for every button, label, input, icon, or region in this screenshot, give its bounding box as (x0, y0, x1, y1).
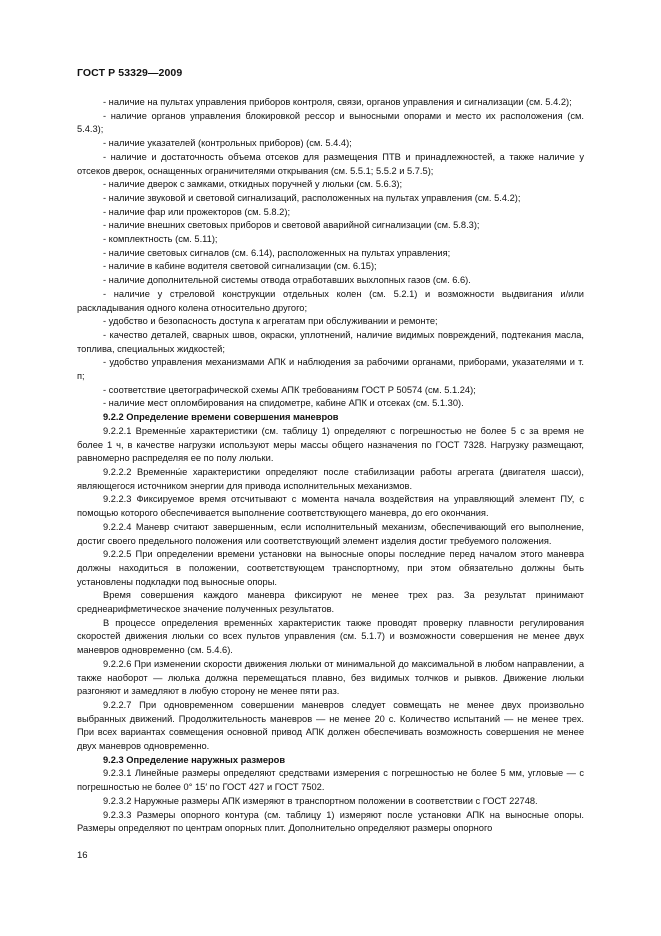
list-item: - наличие указателей (контрольных приборов) (см. 5.4.4); (103, 138, 352, 149)
list-item: - наличие у стреловой конструкции отдельных колен (см. 5.2.1) и возможности выдвигания и/или раскладывания одного колена относительно другого; (77, 288, 584, 313)
paragraph: 9.2.3.1 Линейные размеры определяют средствами измерения с погрешностью не более 5 мм, угловые — с погрешностью не более 0° 15′ по ГОСТ 427 и ГОСТ 7502. (77, 768, 584, 793)
list-item: - наличие внешних световых приборов и световой аварийной сигнализации (см. 5.8.3); (103, 220, 480, 231)
paragraph: Время совершения каждого маневра фиксируют не менее трех раз. За результат принимают среднеарифметическое значение полученных результатов. (77, 590, 584, 615)
list-item: - удобство управления механизмами АПК и наблюдения за рабочими органами, приборами, указателями и т. п; (77, 357, 584, 382)
paragraph: 9.2.3.3 Размеры опорного контура (см. таблицу 1) измеряют после установки АПК на выносные опоры. Размеры определяют по центрам опорных плит. Дополнительно определяют размеры опорного (77, 809, 584, 834)
list-item: - наличие дополнительной системы отвода отработавших выхлопных газов (см. 6.6). (103, 275, 471, 286)
list-item: - наличие световых сигналов (см. 6.14), расположенных на пультах управления; (103, 247, 451, 258)
paragraph: 9.2.2.6 При изменении скорости движения люльки от минимальной до максимальной в любом направлении, а также наоборот — люлька должна перемещаться плавно, без видимых толчков и рывков. Движение люльки разгоняют и замедляют в любую сторону не менее пяти раз. (77, 658, 584, 697)
paragraph: 9.2.2.2 Временны́е характеристики определяют после стабилизации работы агрегата (двигателя шасси), являющегося источником энергии для привода исполнительных механизмов. (77, 466, 584, 491)
section-heading: 9.2.3 Определение наружных размеров (103, 754, 286, 765)
list-item: - наличие органов управления блокировкой рессор и выносными опорами и место их расположения (см. 5.4.3); (77, 110, 584, 135)
list-item: - наличие фар или прожекторов (см. 5.8.2); (103, 206, 291, 217)
paragraph: 9.2.2.7 При одновременном совершении маневров следует совмещать не менее двух произвольно выбранных движений. Продолжительность маневров — не менее 20 с. Количество испытаний — не менее трех. При всех вариантах совмещения основной привод АПК должен обеспечивать возможность совершения не менее двух маневров одновременно. (77, 699, 584, 752)
document-header: ГОСТ Р 53329—2009 (77, 67, 183, 79)
page-number: 16 (77, 850, 88, 861)
list-item: - удобство и безопасность доступа к агрегатам при обслуживании и ремонте; (103, 316, 438, 327)
list-item: - комплектность (см. 5.11); (103, 234, 218, 245)
document-body (77, 96, 584, 836)
paragraph: 9.2.3.2 Наружные размеры АПК измеряют в транспортном положении в соответствии с ГОСТ 22748. (103, 795, 538, 806)
paragraph: 9.2.2.1 Временны́е характеристики (см. таблицу 1) определяют с погрешностью не более 5 с за время не более 1 ч, в качестве нагрузки используют меры массы общего назначения по ГОСТ 7328. Нагрузку размещают, равномерно распределяя ее по полу люльки. (77, 425, 584, 464)
paragraph: В процессе определения временны́х характеристик также проводят проверку плавности регулирования скоростей движения люльки со всех пультов управления (см. 5.1.7) и возможности совершения не менее двух маневров одновременно (см. 5.4.6). (77, 617, 584, 656)
paragraph: 9.2.2.4 Маневр считают завершенным, если исполнительный механизм, обеспечивающий его выполнение, достиг своего предельного положения или соответствующий элемент изделия достиг требуемого положения. (77, 521, 584, 546)
paragraph: 9.2.2.5 При определении времени установки на выносные опоры последние перед началом этого маневра должны находиться в положении, соответствующем транспортному, при этом обязательно должны быть установлены подкладки под выносные опоры. (77, 549, 584, 587)
list-item: - наличие звуковой и световой сигнализаций, расположенных на пультах управления (см. 5.4.2); (103, 192, 521, 203)
list-item: - наличие дверок с замками, откидных поручней у люльки (см. 5.6.3); (103, 179, 403, 190)
list-item: - наличие мест опломбирования на спидометре, кабине АПК и отсеках (см. 5.1.30). (103, 398, 464, 409)
list-item: - наличие на пультах управления приборов контроля, связи, органов управления и сигнализации (см. 5.4.2); (103, 97, 572, 107)
list-item: - качество деталей, сварных швов, окраски, уплотнений, наличие видимых повреждений, подтекания масла, топлива, специальных жидкостей; (77, 329, 584, 354)
paragraph: 9.2.2.3 Фиксируемое время отсчитывают с момента начала воздействия на управляющий элемент ПУ, с помощью которого обеспечивается выполнение соответствующего маневра, до его окончания. (77, 494, 584, 519)
section-heading: 9.2.2 Определение времени совершения маневров (103, 412, 339, 423)
list-item: - наличие и достаточность объема отсеков для размещения ПТВ и принадлежностей, а также наличие у отсеков дверок, оснащенных ограничителями открывания (см. 5.5.1; 5.5.2 и 5.7.5); (77, 151, 584, 176)
list-item: - наличие в кабине водителя световой сигнализации (см. 6.15); (103, 261, 377, 272)
list-item: - соответствие цветографической схемы АПК требованиям ГОСТ Р 50574 (см. 5.1.24); (103, 384, 476, 395)
